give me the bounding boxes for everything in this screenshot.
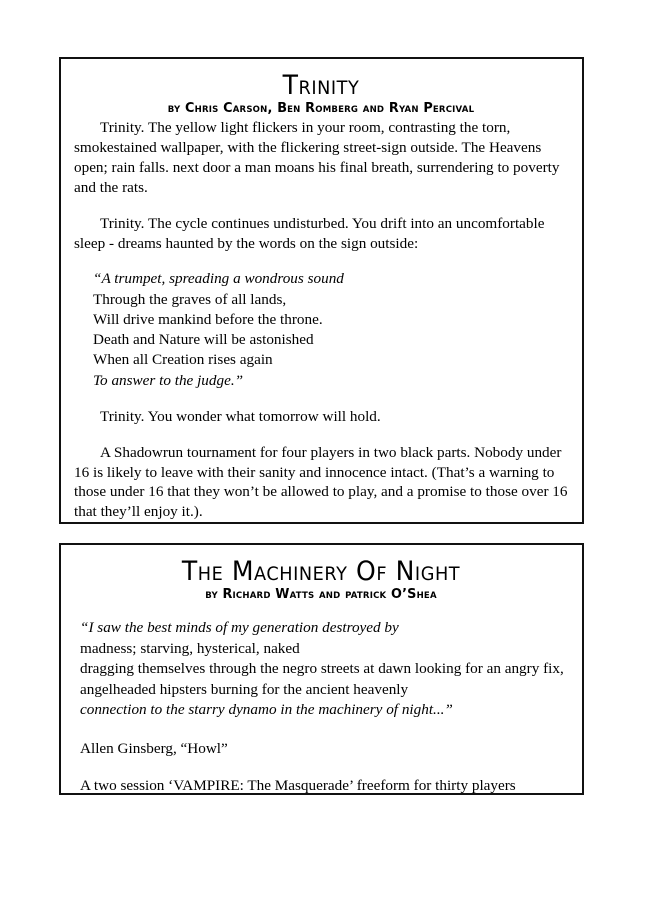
paragraph: Trinity. The cycle continues undisturbed. You drift into an uncomfortable sleep - dreams haunted by the words on the sign outside: [74,214,545,252]
game-entry-body [61,59,582,542]
quotation-block [74,618,568,721]
paragraph: A Shadowrun tournament for four players in two black parts. Nobody under 16 is likely to leave with their sanity and innocence intact. (That’s a warning to those under 16 that they won’t be allowed to play, and a promise to those over 16 that they’ll enjoy it.). [74,443,568,521]
verse-line: Death and Nature will be astonished [93,331,314,349]
game-summary: A two session ‘VAMPIRE: The Masquerade’ freeform for thirty players [80,777,516,795]
game-entry-body [61,545,582,802]
quote-line: connection to the starry dynamo in the machinery of night...” [80,701,453,719]
quote-attribution: Allen Ginsberg, “Howl” [80,739,228,757]
spacer [74,604,568,608]
game-entry-machinery-of-night [59,543,584,795]
quote-line: “I saw the best minds of my generation destroyed by [80,619,399,636]
game-description [74,604,568,796]
verse-line: Through the graves of all lands, [93,290,287,308]
game-description [74,118,568,522]
game-byline: by Richard Watts and patrick O’Shea [205,586,437,603]
quote-line: dragging themselves through the negro streets at dawn looking for an angry fix, [80,660,564,678]
verse-line: Will drive mankind before the throne. [93,310,323,328]
page-title: Trinity [282,70,360,101]
verse-line: To answer to the judge.” [93,371,244,389]
page-title: The Machinery Of Night [181,556,461,587]
game-byline: by Chris Carson, Ben Romberg and Ryan Percival [167,100,475,117]
quote-line: angelheaded hipsters burning for the ancient heavenly [80,680,409,698]
paragraph: Trinity. You wonder what tomorrow will hold. [100,407,381,425]
verse-line: When all Creation rises again [93,351,273,369]
game-entry-trinity [59,57,584,524]
quote-line: madness; starving, hysterical, naked [80,639,300,657]
paragraph: Trinity. The yellow light flickers in your room, contrasting the torn, smokestained wallpaper, with the flickering street-sign outside. The Heavens open; rain falls. next door a man moans his final breath, surrendering to poverty and the rats. [74,119,560,196]
verse-block [74,269,568,390]
verse-line: “A trumpet, spreading a wondrous sound [93,270,344,288]
